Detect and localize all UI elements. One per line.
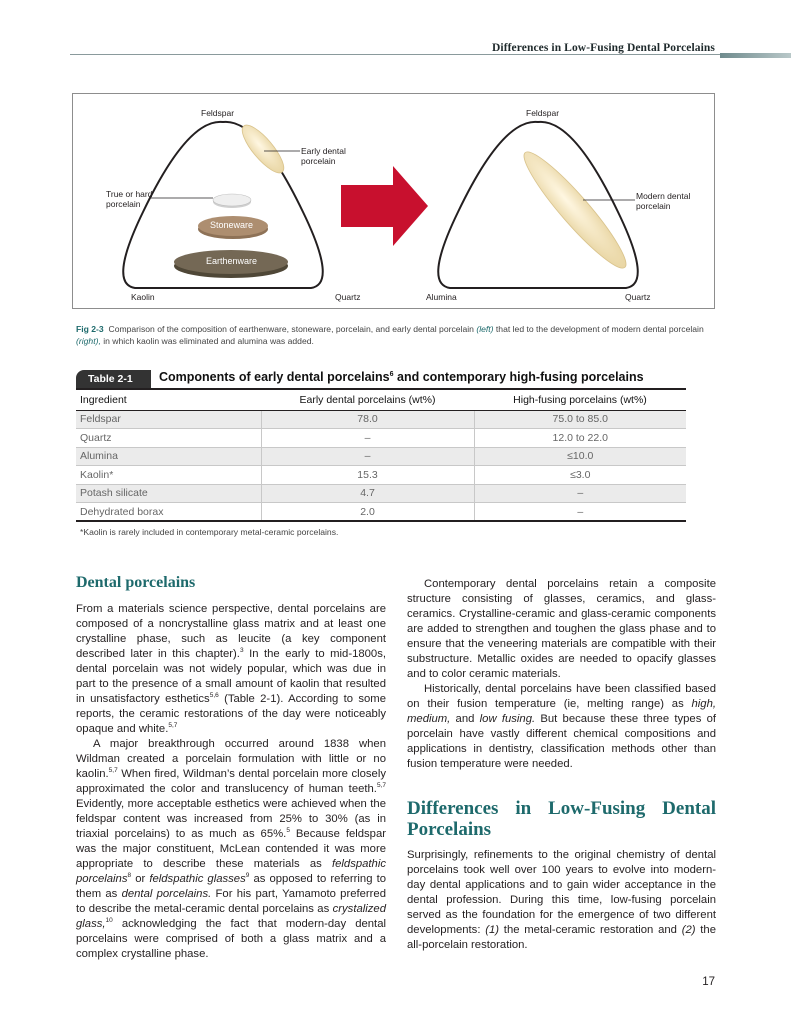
label-feldspar-left: Feldspar [201,108,235,118]
header-high-fusing: High-fusing porcelains (wt%) [474,390,686,410]
table-2-1 [76,368,686,537]
header-accent-bar [720,53,791,58]
label-true-hard-porcelain: True or hard porcelain [106,189,153,209]
table-title: Components of early dental porcelains$^6$ and contemporary high-fusing porcelains [159,370,644,384]
label-modern-dental-porcelain: Modern dental porcelain [636,191,691,211]
section-heading-dental-porcelains: Dental porcelains [76,574,196,591]
table-row: Dehydrated borax 2.0 – [76,503,686,522]
table-row: Alumina – ≤10.0 [76,447,686,466]
right-column [407,577,716,953]
table-row: Kaolin* 15.3 ≤3.0 [76,466,686,485]
left-column [76,575,386,962]
label-alumina: Alumina [426,292,457,302]
label-kaolin: Kaolin [131,292,155,302]
paragraph: From a materials science perspective, dental porcelains are composed of a noncrystalline glass matrix and at least one crystalline phase, such as leucite (a key component described later in this chapter).$^3$ In the early to mid-1800s, dental porcelain was not widely popular, which was due in part to the presence of a small amount of kaolin that resulted in unsatisfactory esthetics$^{5,6}$ (Table 2-1). According to some reports, the ceramic restorations of the day were noticeably opaque and white.$^{5,7}$ [76,603,387,735]
paragraph: A major breakthrough occurred around 1838 when Wildman created a porcelain formulation with little or no kaolin.$^{5,7}$ When fired, Wildman’s dental porcelain more closely approximated the color and translucency of human teeth.$^{5,7}$ Evidently, more acceptable esthetics were achieved when the feldspar content was increased from 25% to 30% (as in triaxial porcelains) to as much as 65%.$^5$ Because feldspar was the major constituent, McLean contended it was more appropriate to describe these materials as feldspathic porcelains$^8$ or feldspathic glasses$^9$ as opposed to referring to them as dental porcelains. For his part, Yamamoto preferred to describe the metal-ceramic dental porcelains as crystalized glass,$^{10}$ acknowledging the fact that modern-day dental porcelains were comprised of both a glass matrix and a complex crystalline phase. [76,738,387,960]
header-ingredient: Ingredient [76,390,261,410]
paragraph: Historically, dental porcelains have been classified based on their fusion temperature (ie, melting range) as high, medium, and low fusing. But because these three types of porcelain have vastly different chemical compositions and applications in dentistry, classification methods other than fusion temperature were needed. [407,683,716,770]
header-early-dental: Early dental porcelains (wt%) [261,390,474,410]
header-rule [70,54,720,55]
paragraph: Contemporary dental porcelains retain a composite structure consisting of glasses, ceramics, and glass-ceramics. Crystalline-ceramic and glass-ceramic components are added to strengthen and toughen the glass phase and to ensure that the veneering materials are compatible with their substructure. Metallic oxides are needed to opacify glasses and to color ceramic materials. [407,578,716,680]
figure-caption: Fig 2-3 Comparison of the composition of earthenware, stoneware, porcelain, and early dental porcelain (left) that led to the development of modern dental porcelain (right), in which kaolin was eliminated and alumina was added. [76,324,704,346]
label-quartz-left: Quartz [335,292,361,302]
table-footnote: *Kaolin is rarely included in contemporary metal-ceramic porcelains. [80,527,339,537]
label-stoneware: Stoneware [210,220,254,230]
red-arrow [341,166,428,246]
table-title-row [76,368,686,388]
right-ternary-triangle [438,122,638,288]
figure-2-3 [72,93,715,309]
label-feldspar-right: Feldspar [526,108,560,118]
page-number: 17 [702,976,715,988]
ternary-diagram-illustration [73,94,716,310]
table-header-row [76,390,686,410]
table-row: Potash silicate 4.7 – [76,484,686,503]
table-row: Feldspar 78.0 75.0 to 85.0 [76,410,686,429]
table-badge: Table 2-1 [76,370,151,388]
section-heading-differences: Differences in Low-Fusing Dental Porcelains [407,798,716,840]
label-earthenware: Earthenware [206,256,258,266]
paragraph: Surprisingly, refinements to the original chemistry of dental porcelains took well over 100 years to evolve into modern-day dental applications and to gain wider acceptance in the dental profession. During this time, low-fusing porcelain served as the foundation for the emergence of two different developments: (1) the metal-ceramic restoration and (2) the all-porcelain restoration. [407,849,716,951]
label-early-dental-porcelain: Early dental porcelain [301,146,346,166]
components-table [76,390,686,522]
label-quartz-right: Quartz [625,292,651,302]
running-head: Differences in Low-Fusing Dental Porcelains [492,42,715,54]
table-row: Quartz – 12.0 to 22.0 [76,429,686,448]
